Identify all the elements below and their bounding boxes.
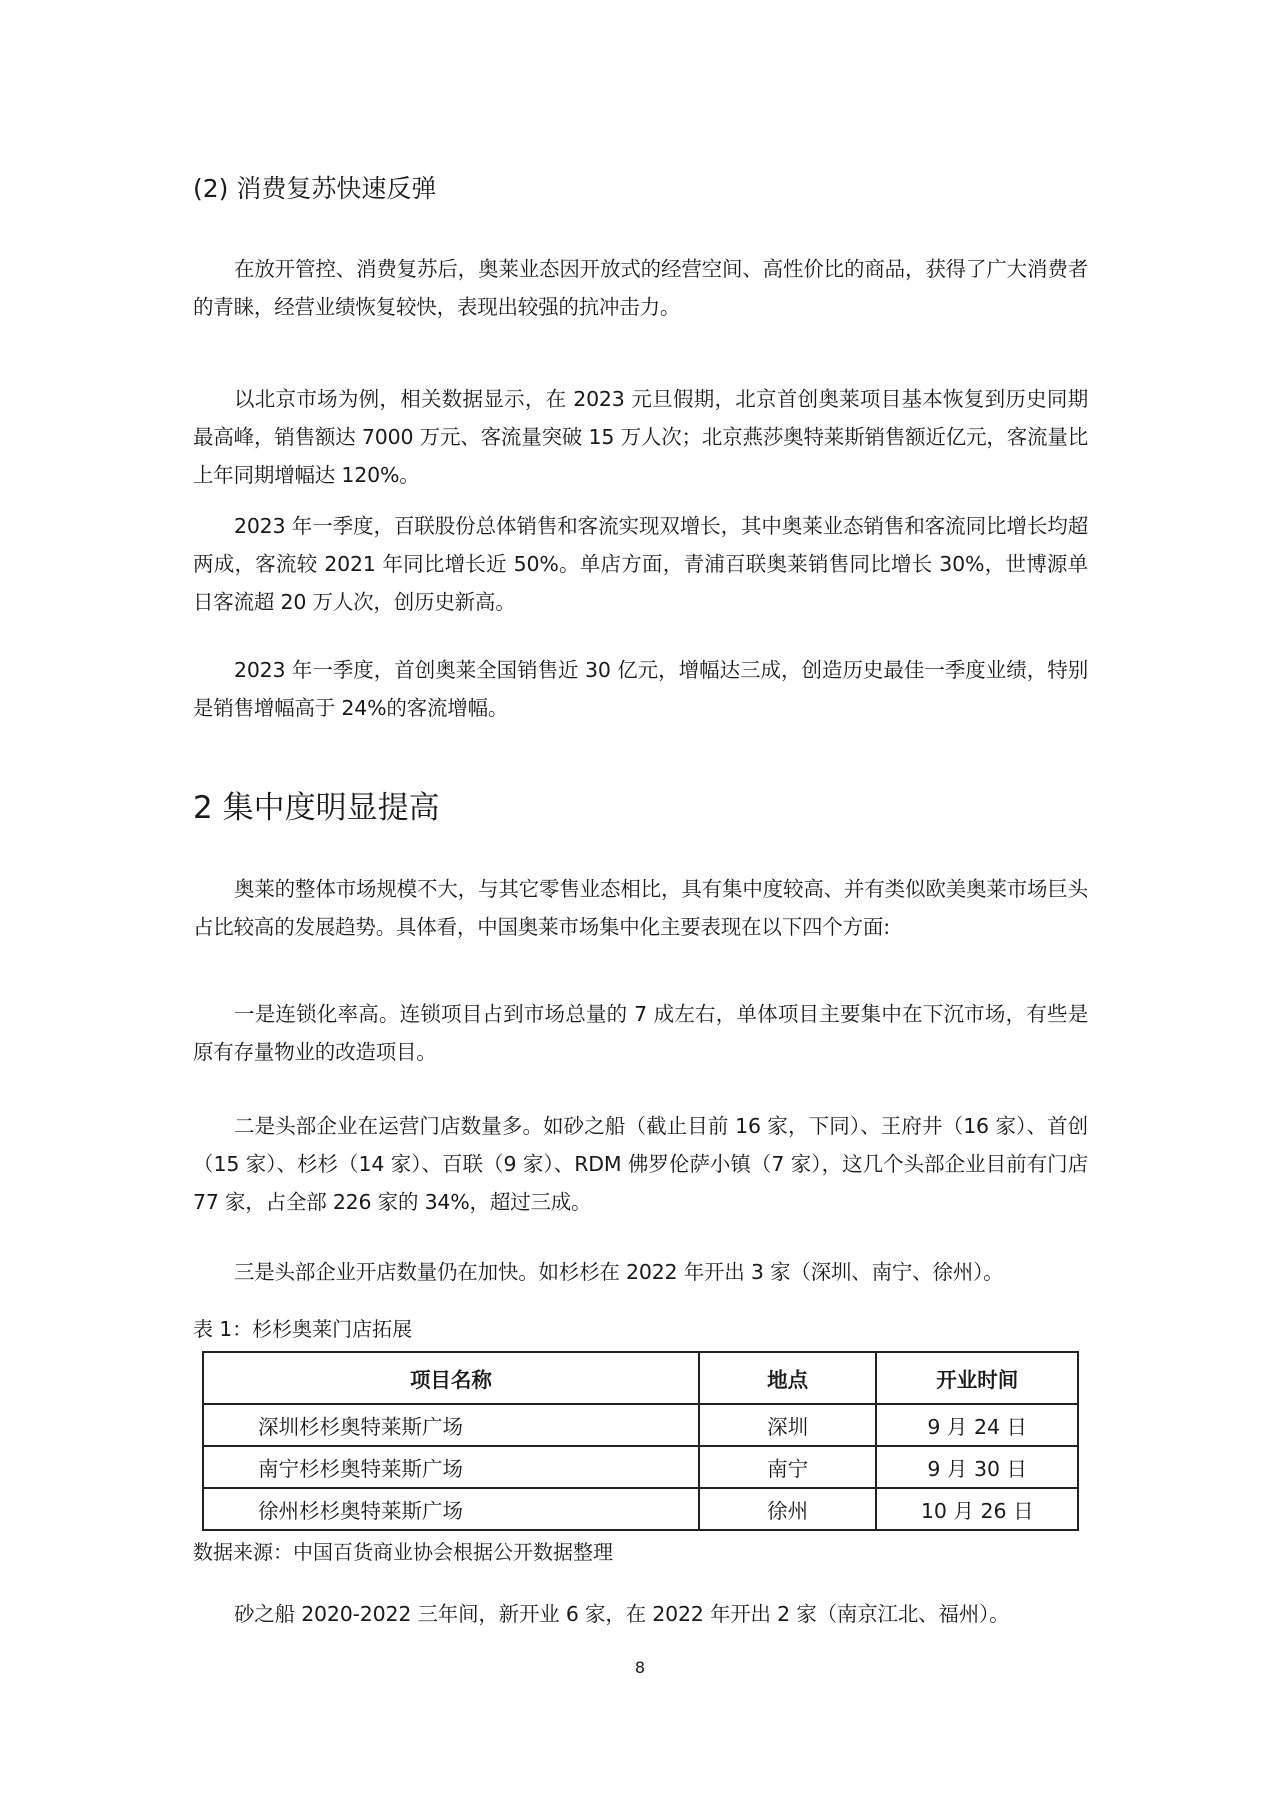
- table-caption: 表 1：杉杉奥莱门店拓展: [193, 1317, 413, 1341]
- paragraph: 以北京市场为例，相关数据显示，在 2023 元旦假期，北京首创奥莱项目基本恢复到历史同期最高峰，销售额达 7000 万元、客流量突破 15 万人次；北京燕莎奥特莱斯销售额近亿元，客流量比上年同期增幅达 120%。: [193, 387, 1088, 487]
- table-row: [203, 1446, 1078, 1488]
- cell-opening-date: 10 月 26 日: [876, 1488, 1078, 1530]
- column-header-opening-date: 开业时间: [876, 1352, 1078, 1404]
- cell-project-name: 深圳杉杉奥特莱斯广场: [203, 1404, 699, 1446]
- column-header-project-name: 项目名称: [203, 1352, 699, 1404]
- cell-opening-date: 9 月 30 日: [876, 1446, 1078, 1488]
- cell-location: 南宁: [699, 1446, 877, 1488]
- page-number: 8: [634, 1658, 646, 1677]
- section-heading: 2 集中度明显提高: [193, 790, 440, 826]
- cell-project-name: 南宁杉杉奥特莱斯广场: [203, 1446, 699, 1488]
- table-source-note: 数据来源：中国百货商业协会根据公开数据整理: [193, 1540, 613, 1564]
- paragraph: 二是头部企业在运营门店数量多。如砂之船（截止目前 16 家，下同）、王府井（16 家）、首创（15 家）、杉杉（14 家）、百联（9 家）、RDM 佛罗伦萨小镇（7 家），这几个头部企业目前有门店 77 家，占全部 226 家的 34%，超过三成。: [193, 1114, 1088, 1214]
- paragraph: 砂之船 2020-2022 三年间，新开业 6 家，在 2022 年开出 2 家（南京江北、福州）。: [234, 1602, 1010, 1626]
- table-header-row: [203, 1352, 1078, 1404]
- cell-opening-date: 9 月 24 日: [876, 1404, 1078, 1446]
- column-header-location: 地点: [699, 1352, 877, 1404]
- paragraph: 在放开管控、消费复苏后，奥莱业态因开放式的经营空间、高性价比的商品，获得了广大消费者的青睐，经营业绩恢复较快，表现出较强的抗冲击力。: [193, 257, 1088, 319]
- paragraph: 2023 年一季度，百联股份总体销售和客流实现双增长，其中奥莱业态销售和客流同比增长均超两成，客流较 2021 年同比增长近 50%。单店方面，青浦百联奥莱销售同比增长 30%，世博源单日客流超 20 万人次，创历史新高。: [193, 514, 1088, 614]
- cell-location: 深圳: [699, 1404, 877, 1446]
- paragraph: 2023 年一季度，首创奥莱全国销售近 30 亿元，增幅达三成，创造历史最佳一季度业绩，特别是销售增幅高于 24%的客流增幅。: [193, 658, 1088, 720]
- subsection-heading: (2) 消费复苏快速反弹: [193, 174, 437, 203]
- paragraph: 三是头部企业开店数量仍在加快。如杉杉在 2022 年开出 3 家（深圳、南宁、徐州）。: [234, 1260, 1004, 1284]
- store-expansion-table: [202, 1351, 1079, 1531]
- cell-project-name: 徐州杉杉奥特莱斯广场: [203, 1488, 699, 1530]
- table-row: [203, 1404, 1078, 1446]
- cell-location: 徐州: [699, 1488, 877, 1530]
- paragraph: 一是连锁化率高。连锁项目占到市场总量的 7 成左右，单体项目主要集中在下沉市场，有些是原有存量物业的改造项目。: [193, 1002, 1088, 1064]
- paragraph: 奥莱的整体市场规模不大，与其它零售业态相比，具有集中度较高、并有类似欧美奥莱市场巨头占比较高的发展趋势。具体看，中国奥莱市场集中化主要表现在以下四个方面:: [193, 877, 1088, 939]
- table-row: [203, 1488, 1078, 1530]
